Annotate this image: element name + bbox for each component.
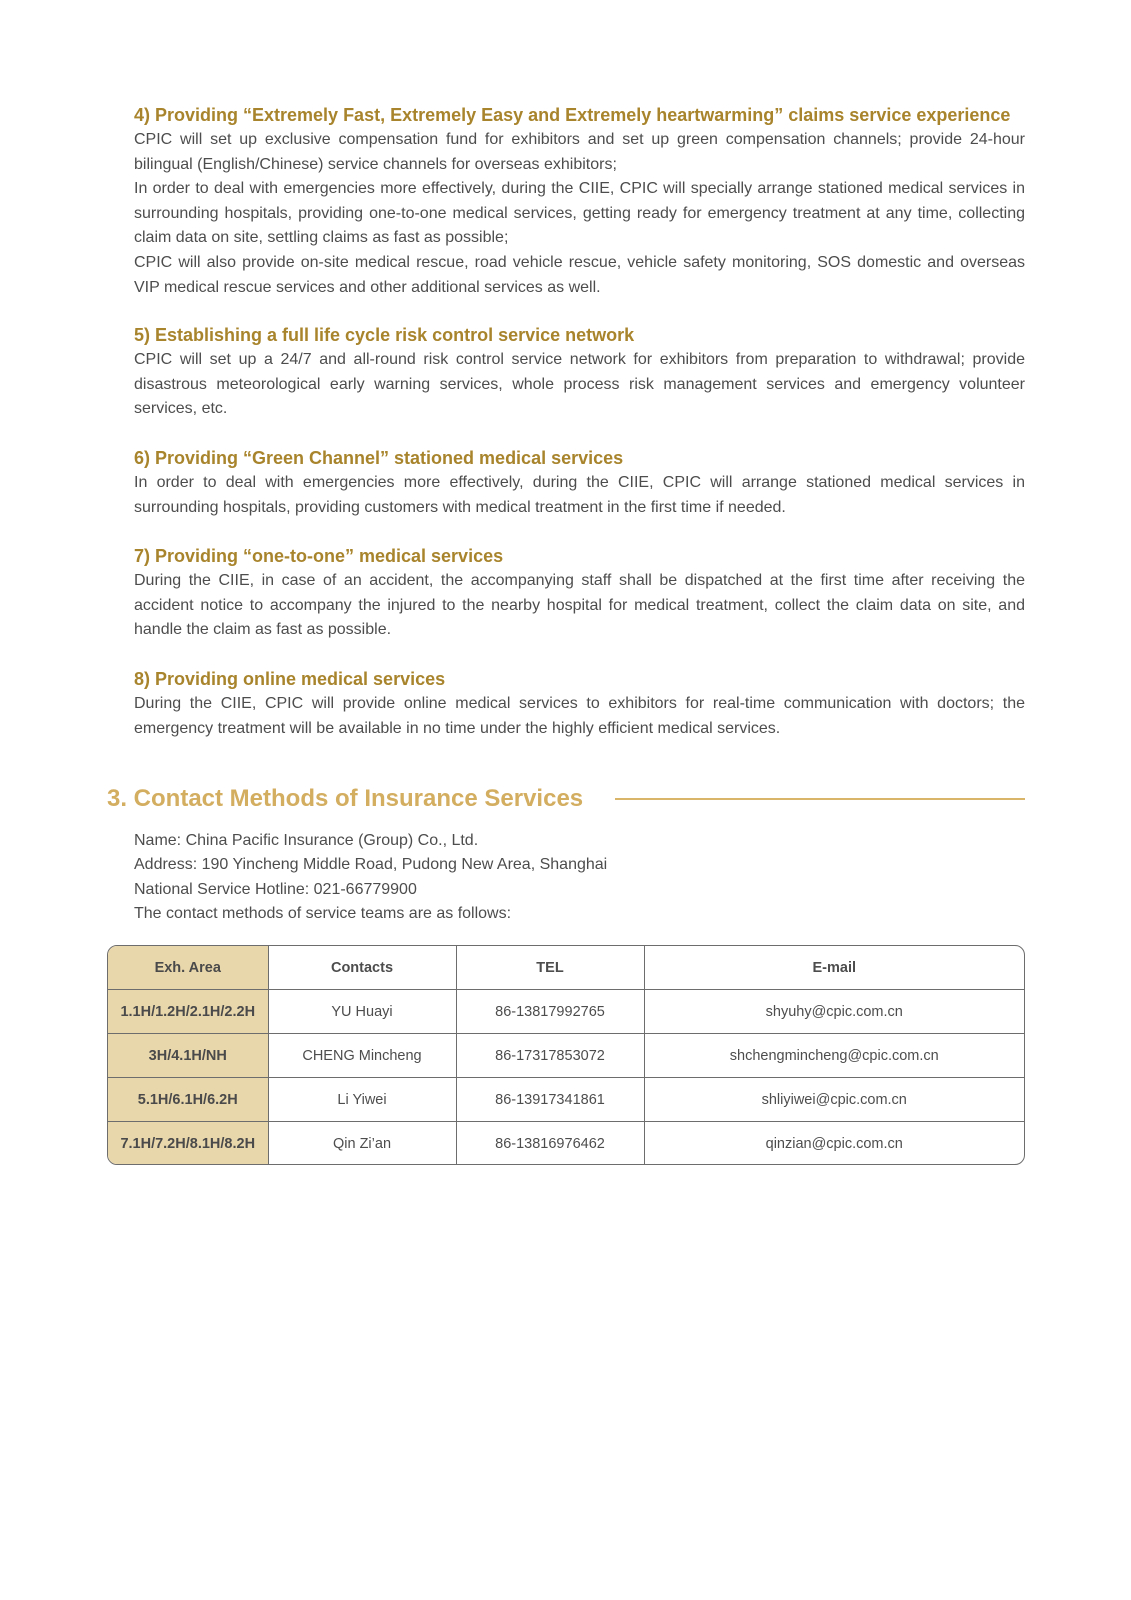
heading-divider: [615, 798, 1025, 800]
contact-heading: 3. Contact Methods of Insurance Services: [107, 785, 584, 812]
section-body: [134, 128, 1025, 300]
cell-exh-area: 7.1H/7.2H/8.1H/8.2H: [108, 1122, 268, 1166]
contacts-table: [107, 945, 1025, 1165]
cell-tel: 86-17317853072: [456, 1034, 644, 1078]
cell-contact: Qin Zi’an: [268, 1122, 456, 1166]
section-claims-service: [134, 103, 1025, 300]
header-contacts: Contacts: [268, 946, 456, 990]
paragraph: During the CIIE, CPIC will provide online medical services to exhibitors for real-time communication with doctors; the emergency treatment will be available in no time under the highly efficient medical services.: [134, 695, 1025, 737]
cell-tel: 86-13817992765: [456, 990, 644, 1034]
paragraph: During the CIIE, in case of an accident, the accompanying staff shall be dispatched at the first time after receiving the accident notice to accompany the injured to the nearby hospital for medical treatment, collect the claim data on site, and handle the claim as fast as possible.: [134, 572, 1025, 639]
paragraph: In order to deal with emergencies more effectively, during the CIIE, CPIC will arrange stationed medical services in surrounding hospitals, providing customers with medical treatment in the first time if needed.: [134, 474, 1025, 516]
cell-contact: CHENG Mincheng: [268, 1034, 456, 1078]
section-online-medical: [134, 667, 1025, 741]
cell-email: shliyiwei@cpic.com.cn: [644, 1078, 1024, 1122]
paragraph: CPIC will also provide on-site medical rescue, road vehicle rescue, vehicle safety monitoring, SOS domestic and overseas VIP medical rescue services and other additional services as well.: [134, 253, 1025, 296]
table-row: [108, 990, 1024, 1034]
section-green-channel: [134, 446, 1025, 520]
contact-heading-row: [107, 782, 1025, 816]
header-exh-area: Exh. Area: [108, 946, 268, 990]
section-title: 8) Providing online medical services: [134, 669, 446, 689]
paragraph: CPIC will set up a 24/7 and all-round risk control service network for exhibitors from preparation to withdrawal; provide disastrous meteorological early warning services, whole process risk management services and emergency volunteer services, etc.: [134, 351, 1025, 418]
paragraph: CPIC will set up exclusive compensation fund for exhibitors and set up green compensation channels; provide 24-hour bilingual (English/Chinese) service channels for overseas exhibitors;: [134, 131, 1025, 173]
cell-email: shchengmincheng@cpic.com.cn: [644, 1034, 1024, 1078]
cell-contact: Li Yiwei: [268, 1078, 456, 1122]
header-tel: TEL: [456, 946, 644, 990]
section-title: 7) Providing “one-to-one” medical services: [134, 546, 504, 566]
cell-contact: YU Huayi: [268, 990, 456, 1034]
section-risk-control: [134, 323, 1025, 422]
paragraph: In order to deal with emergencies more effectively, during the CIIE, CPIC will specially arrange stationed medical services in surrounding hospitals, providing one-to-one medical services, getting ready for emergency treatment at any time, collecting claim data on site, settling claims as fast as possible;: [134, 180, 1025, 247]
section-title: 6) Providing “Green Channel” stationed medical services: [134, 448, 624, 468]
cell-exh-area: 1.1H/1.2H/2.1H/2.2H: [108, 990, 268, 1034]
cell-email: qinzian@cpic.com.cn: [644, 1122, 1024, 1166]
company-address: Address: 190 Yincheng Middle Road, Pudong New Area, Shanghai: [134, 856, 608, 874]
section-title: 4) Providing “Extremely Fast, Extremely Easy and Extremely heartwarming” claims service experience: [134, 105, 1011, 125]
table-header-row: [108, 946, 1024, 990]
section-body: [134, 692, 1025, 741]
section-one-to-one: [134, 544, 1025, 643]
contact-intro: The contact methods of service teams are as follows:: [134, 905, 512, 923]
service-hotline: National Service Hotline: 021-66779900: [134, 880, 417, 898]
company-name: Name: China Pacific Insurance (Group) Co., Ltd.: [134, 832, 479, 849]
cell-email: shyuhy@cpic.com.cn: [644, 990, 1024, 1034]
table-row: [108, 1122, 1024, 1166]
cell-exh-area: 5.1H/6.1H/6.2H: [108, 1078, 268, 1122]
table-row: [108, 1078, 1024, 1122]
section-body: [134, 569, 1025, 643]
table-row: [108, 1034, 1024, 1078]
section-body: [134, 471, 1025, 520]
cell-tel: 86-13816976462: [456, 1122, 644, 1166]
contact-info: [134, 829, 607, 927]
cell-exh-area: 3H/4.1H/NH: [108, 1034, 268, 1078]
cell-tel: 86-13917341861: [456, 1078, 644, 1122]
header-email: E-mail: [644, 946, 1024, 990]
section-body: [134, 348, 1025, 422]
section-title: 5) Establishing a full life cycle risk control service network: [134, 325, 635, 345]
